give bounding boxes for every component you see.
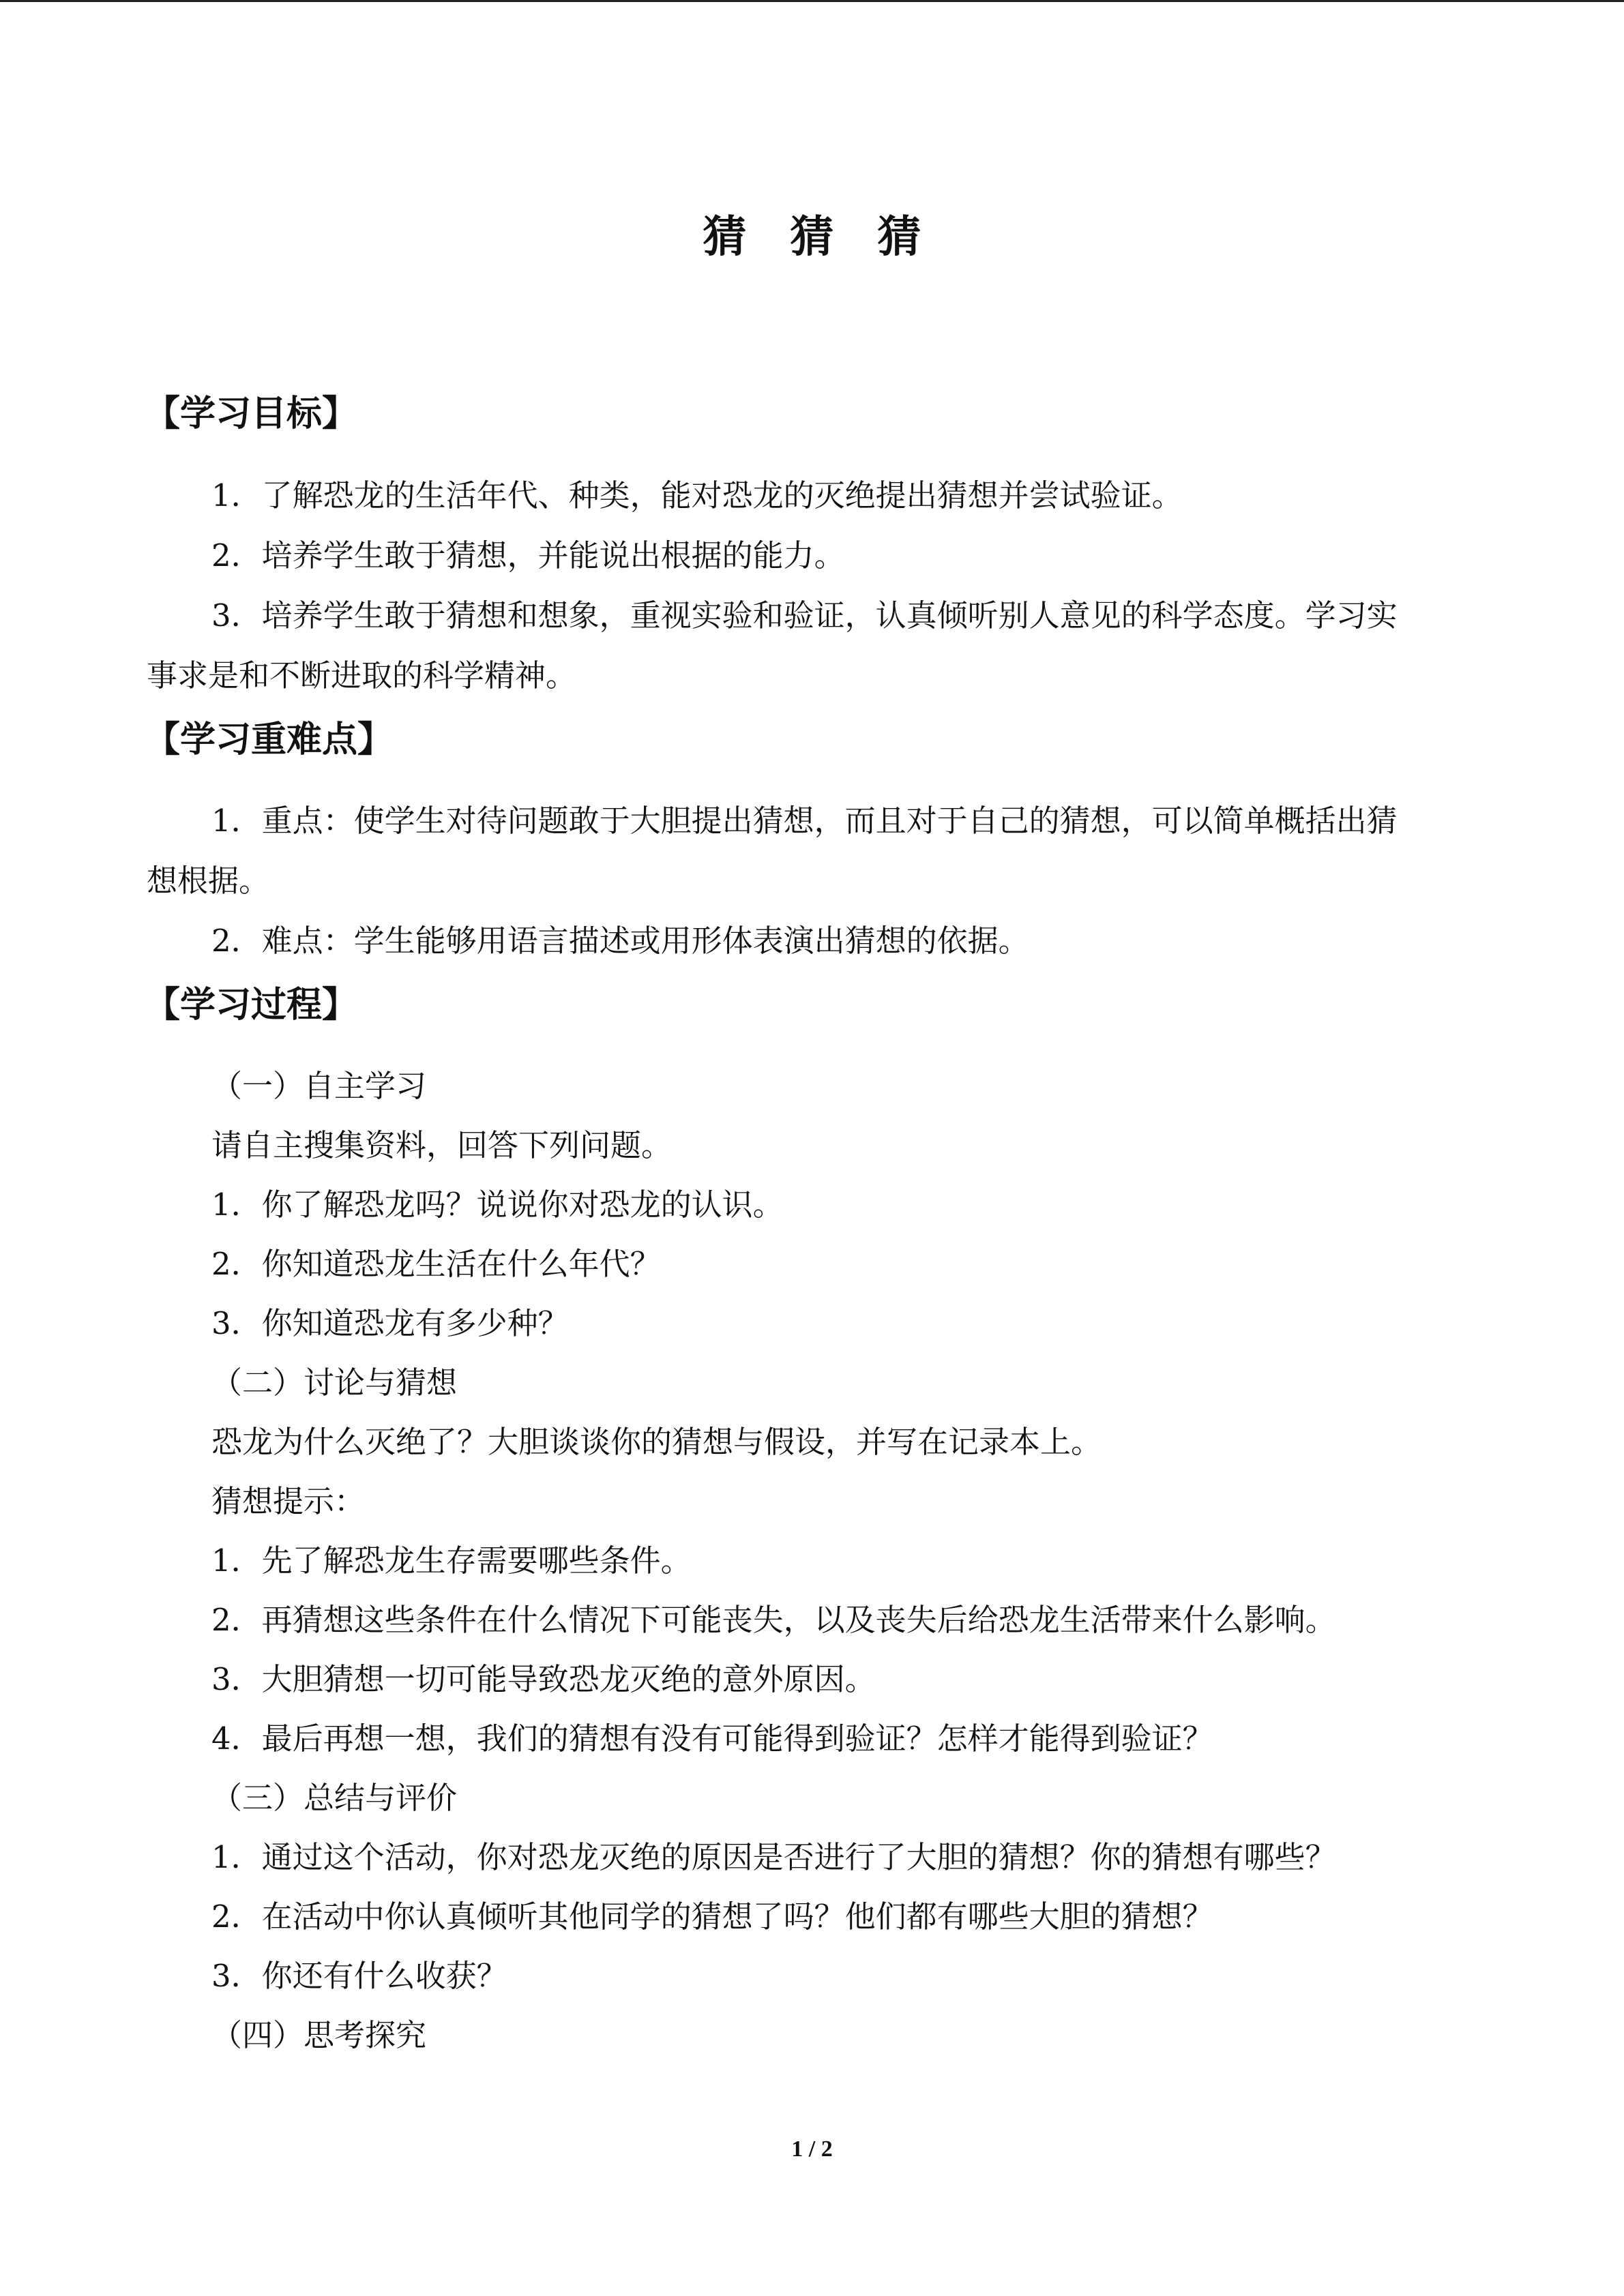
hint-item-1: 1．先了解恐龙生存需要哪些条件。: [211, 1542, 692, 1579]
key-point-1-continued: 想根据。: [147, 863, 270, 899]
part-title-exploration: （四）思考探究: [211, 2017, 427, 2053]
hint-label: 猜想提示：: [211, 1483, 366, 1519]
hint-item-2: 2．再猜想这些条件在什么情况下可能丧失，以及丧失后给恐龙生活带来什么影响。: [211, 1602, 1336, 1638]
summary-question-2: 2．在活动中你认真倾听其他同学的猜想了吗？他们都有哪些大胆的猜想？: [211, 1898, 1213, 1935]
summary-question-3: 3．你还有什么收获？: [211, 1958, 507, 1994]
hint-item-3: 3．大胆猜想一切可能导致恐龙灭绝的意外原因。: [211, 1661, 876, 1697]
section-heading-key-points: 【学习重难点】: [145, 719, 394, 760]
self-study-question-2: 2．你知道恐龙生活在什么年代？: [211, 1246, 661, 1282]
part-title-summary: （三）总结与评价: [211, 1780, 458, 1816]
goal-item-3-continued: 事求是和不断进取的科学精神。: [147, 657, 577, 694]
key-point-2: 2．难点：学生能够用语言描述或用形体表演出猜想的依据。: [211, 923, 1029, 959]
goal-item-3: 3．培养学生敢于猜想和想象，重视实验和验证，认真倾听别人意见的科学态度。学习实: [211, 597, 1398, 633]
hint-item-4: 4．最后再想一想，我们的猜想有没有可能得到验证？怎样才能得到验证？: [211, 1720, 1213, 1757]
self-study-question-1: 1．你了解恐龙吗？说说你对恐龙的认识。: [211, 1187, 784, 1223]
page-number: 1 / 2: [791, 2136, 833, 2162]
summary-question-1: 1．通过这个活动，你对恐龙灭绝的原因是否进行了大胆的猜想？你的猜想有哪些？: [211, 1839, 1336, 1875]
key-point-1: 1．重点：使学生对待问题敢于大胆提出猜想，而且对于自己的猜想，可以简单概括出猜: [211, 803, 1398, 839]
discussion-intro: 恐龙为什么灭绝了？大胆谈谈你的猜想与假设，并写在记录本上。: [211, 1424, 1102, 1460]
top-border-line: [0, 0, 1624, 2]
goal-item-1: 1．了解恐龙的生活年代、种类，能对恐龙的灭绝提出猜想并尝试验证。: [211, 477, 1183, 513]
self-study-intro: 请自主搜集资料，回答下列问题。: [211, 1127, 673, 1163]
section-heading-learning-process: 【学习过程】: [145, 985, 358, 1026]
part-title-self-study: （一）自主学习: [211, 1068, 427, 1104]
goal-item-2: 2．培养学生敢于猜想，并能说出根据的能力。: [211, 537, 845, 573]
self-study-question-3: 3．你知道恐龙有多少种？: [211, 1305, 569, 1341]
page-title: 猜 猜 猜: [703, 212, 921, 263]
part-title-discussion: （二）讨论与猜想: [211, 1365, 458, 1401]
section-heading-learning-goals: 【学习目标】: [145, 393, 358, 434]
